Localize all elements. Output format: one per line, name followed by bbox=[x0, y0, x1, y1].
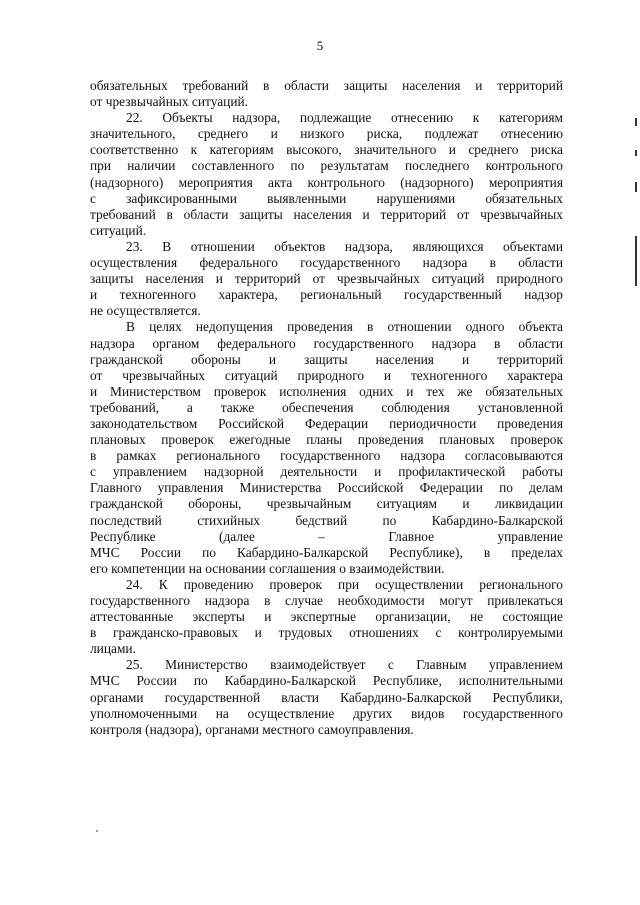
text-line: контроля (надзора), органами местного самоуправления. bbox=[90, 721, 414, 737]
scan-edge-mark bbox=[635, 182, 637, 192]
text-line: 24. К проведению проверок при осуществлении регионального bbox=[126, 576, 563, 592]
text-line: В целях недопущения проведения в отношении одного объекта bbox=[126, 319, 563, 335]
text-line: требований в области защиты населения и территорий от чрезвычайных bbox=[90, 206, 563, 222]
text-line: при наличии составленного по результатам последнего контрольного bbox=[90, 158, 563, 174]
scan-edge-mark bbox=[635, 236, 637, 286]
text-line: МЧС России по Кабардино-Балкарской Республике), в пределах bbox=[90, 544, 563, 560]
paragraph-p24 bbox=[90, 577, 563, 657]
paragraph-p23 bbox=[90, 239, 563, 319]
text-line: плановых проверок ежегодные планы проведения плановых проверок bbox=[90, 432, 563, 448]
text-line: с управлением надзорной деятельности и профилактической работы bbox=[90, 464, 563, 480]
paragraph-p25 bbox=[90, 657, 563, 737]
text-line: органами государственной власти Кабардино-Балкарской Республики, bbox=[90, 689, 563, 705]
text-line: защиты населения и территорий от чрезвычайных ситуаций природного bbox=[90, 271, 563, 287]
scan-edge-mark bbox=[635, 150, 637, 156]
text-line: от чрезвычайных ситуаций природного и техногенного характера bbox=[90, 367, 563, 383]
text-line: государственного надзора в случае необходимости могут привлекаться bbox=[90, 593, 563, 608]
text-line: с зафиксированными выявленными нарушениями обязательных bbox=[90, 190, 563, 206]
text-line: гражданской обороны и защиты населения и территорий bbox=[90, 351, 563, 367]
text-line: в рамках регионального государственного надзора согласовываются bbox=[90, 448, 563, 464]
text-line: законодательством Российской Федерации периодичности проведения bbox=[90, 415, 563, 431]
text-line: надзора органом федерального государственного надзора в области bbox=[90, 335, 563, 351]
scan-dot bbox=[96, 830, 98, 832]
text-line: уполномоченными на осуществление других видов государственного bbox=[90, 705, 563, 721]
paragraph-p22 bbox=[90, 110, 563, 239]
paragraph-p21-cont bbox=[90, 78, 563, 110]
text-line: последствий стихийных бедствий по Кабардино-Балкарской bbox=[90, 512, 563, 528]
text-line: осуществления федерального государственного надзора в области bbox=[90, 255, 563, 271]
page-number: 5 bbox=[316, 38, 324, 53]
text-line: соответственно к категориям высокого, значительного и среднего риска bbox=[90, 142, 563, 158]
text-line: от чрезвычайных ситуаций. bbox=[90, 94, 249, 110]
text-line: не осуществляется. bbox=[90, 303, 201, 319]
text-line: 25. Министерство взаимодействует с Главным управлением bbox=[126, 657, 563, 673]
text-line: и Министерством проверок исполнения одних и тех же обязательных bbox=[90, 383, 563, 399]
text-line: МЧС России по Кабардино-Балкарской Республике, исполнительными bbox=[90, 673, 563, 689]
text-line: лицами. bbox=[90, 641, 136, 657]
text-line: (надзорного) мероприятия акта контрольного (надзорного) мероприятия bbox=[90, 174, 563, 190]
text-line: 23. В отношении объектов надзора, являющихся объектами bbox=[126, 238, 563, 254]
text-line: ситуаций. bbox=[90, 222, 147, 238]
text-line: обязательных требований в области защиты населения и территорий bbox=[90, 78, 563, 93]
scan-edge-mark bbox=[635, 118, 637, 126]
paragraph-p23b bbox=[90, 319, 563, 577]
text-line: Республике (далее – Главное управление bbox=[90, 528, 563, 544]
text-line: аттестованные эксперты и экспертные организации, не состоящие bbox=[90, 609, 563, 625]
text-line: требований, а также обеспечения соблюдения установленной bbox=[90, 399, 563, 415]
text-line: значительного, среднего и низкого риска, подлежат отнесению bbox=[90, 126, 563, 142]
text-line: гражданской обороны, чрезвычайным ситуациям и ликвидации bbox=[90, 496, 563, 512]
text-line: Главного управления Министерства Российской Федерации по делам bbox=[90, 480, 563, 496]
document-body bbox=[90, 78, 563, 738]
text-line: в гражданско-правовых и трудовых отношениях с контролируемыми bbox=[90, 625, 563, 641]
text-line: 22. Объекты надзора, подлежащие отнесению к категориям bbox=[126, 110, 563, 126]
text-line: и техногенного характера, региональный государственный надзор bbox=[90, 287, 563, 303]
text-line: его компетенции на основании соглашения о взаимодействии. bbox=[90, 560, 445, 576]
